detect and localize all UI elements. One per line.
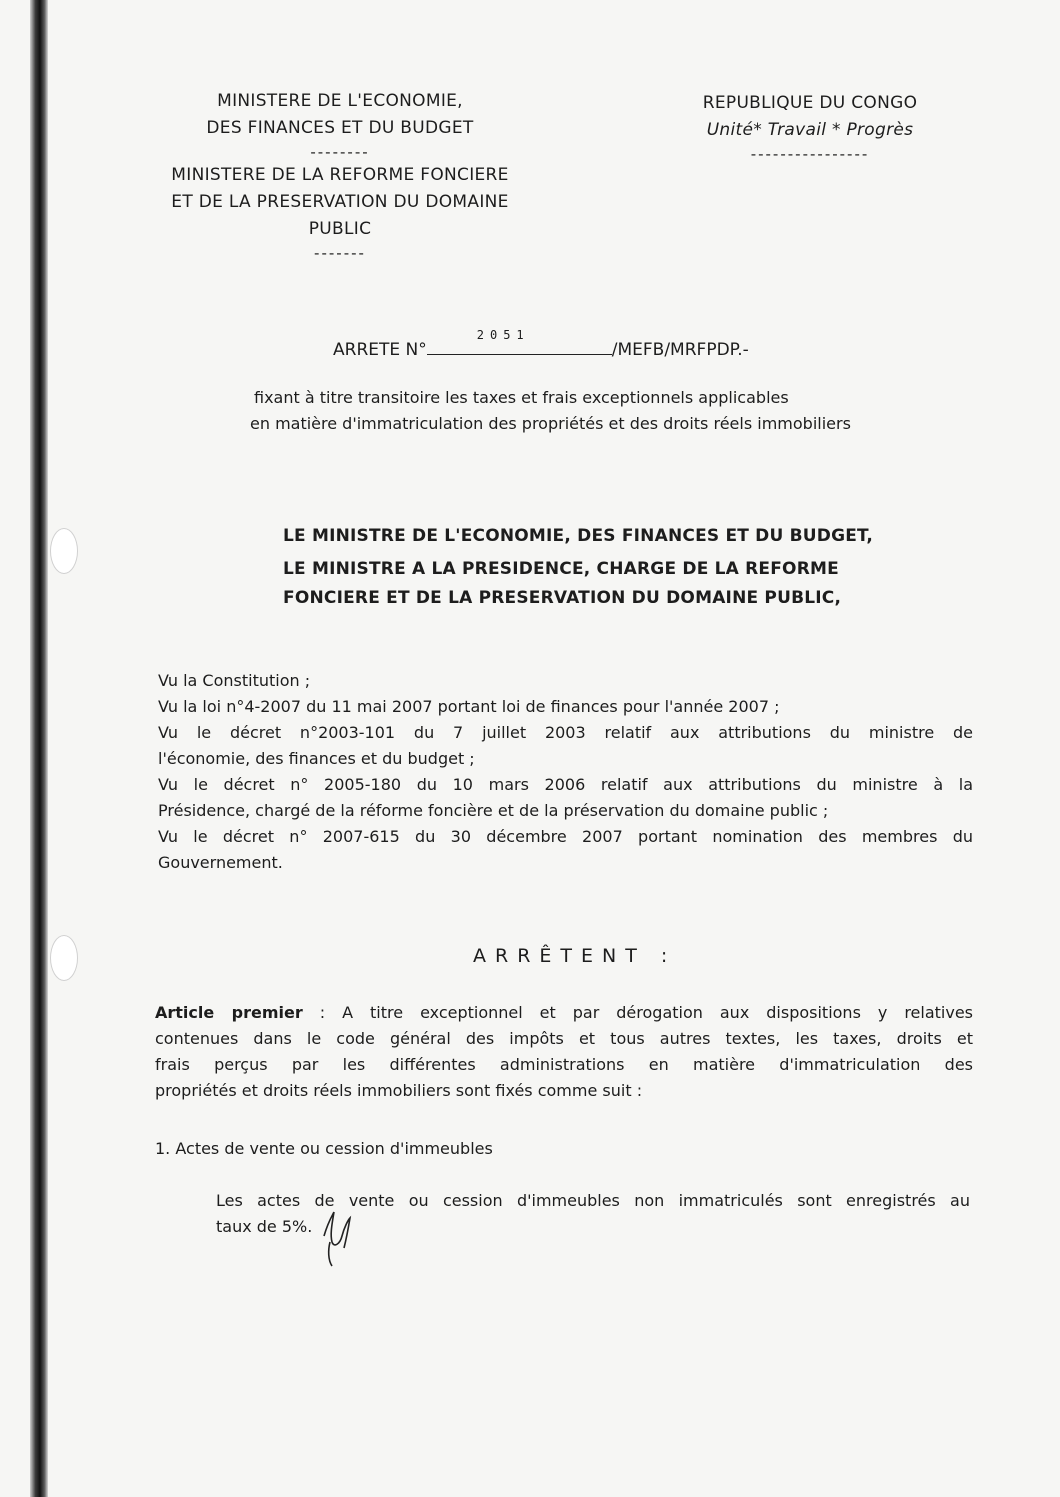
article-premier [155, 1000, 973, 1104]
punch-hole [50, 935, 78, 981]
section-title: 1. Actes de vente ou cession d'immeubles [155, 1139, 493, 1158]
article-line: frais perçus par les différentes administrations en matière d'immatriculation des [155, 1055, 973, 1074]
republic-name: REPUBLIQUE DU CONGO [702, 93, 918, 113]
minister-line: FONCIERE ET DE LA PRESERVATION DU DOMAINE PUBLIC, [283, 588, 842, 608]
header-separator: -------- [310, 143, 370, 161]
considerations [158, 668, 973, 876]
vu-line: Vu la Constitution ; [158, 671, 311, 690]
ministers-block [283, 522, 873, 613]
vu-line: Présidence, chargé de la réforme foncière et de la préservation du domaine public ; [158, 801, 829, 820]
decree-subject [250, 385, 851, 437]
handwritten-initials [318, 1208, 358, 1270]
article-label: Article premier [155, 1003, 303, 1022]
decree-number-field [427, 328, 612, 355]
vu-line: Vu le décret n°2003-101 du 7 juillet 2003 relatif aux attributions du ministre de [158, 723, 973, 742]
article-line: propriétés et droits réels immobiliers sont fixés comme suit : [155, 1081, 643, 1100]
header-separator: ---------------- [750, 145, 870, 163]
ministry-land-line3: PUBLIC [308, 219, 372, 239]
section-line-text: taux de 5%. [216, 1217, 313, 1236]
article-line: contenues dans le code général des impôts et tous autres textes, les taxes, droits et [155, 1029, 973, 1048]
header-left [120, 88, 560, 263]
decree-prefix: ARRETE N° [333, 340, 427, 360]
vu-line: Vu le décret n° 2007-615 du 30 décembre 2007 portant nomination des membres du [158, 827, 973, 846]
arretent-heading: ARRÊTENT : [473, 945, 677, 967]
ministry-land-line2: ET DE LA PRESERVATION DU DOMAINE [171, 192, 509, 212]
decree-suffix: /MEFB/MRFPDP.- [611, 340, 749, 360]
ministry-economy-line1: MINISTERE DE L'ECONOMIE, [217, 91, 463, 111]
decree-subject-line: fixant à titre transitoire les taxes et frais exceptionnels applicables [254, 388, 789, 407]
minister-line: LE MINISTRE A LA PRESIDENCE, CHARGE DE LA REFORME [283, 559, 839, 579]
vu-line: l'économie, des finances et du budget ; [158, 749, 475, 768]
vu-line: Vu la loi n°4-2007 du 11 mai 2007 portant loi de finances pour l'année 2007 ; [158, 697, 780, 716]
vu-line: Vu le décret n° 2005-180 du 10 mars 2006 relatif aux attributions du ministre à la [158, 775, 973, 794]
ministry-economy-line2: DES FINANCES ET DU BUDGET [206, 118, 474, 138]
republic-motto: Unité* Travail * Progrès [706, 120, 914, 140]
decree-number-line [333, 328, 749, 360]
decree-number: 2051 [476, 328, 530, 342]
punch-hole [50, 528, 78, 574]
header-right [660, 90, 960, 164]
ministry-land-line1: MINISTERE DE LA REFORME FONCIERE [171, 165, 509, 185]
section-line: Les actes de vente ou cession d'immeubles non immatriculés sont enregistrés au [216, 1191, 970, 1210]
vu-line: Gouvernement. [158, 853, 283, 872]
scan-binding-edge [30, 0, 48, 1497]
decree-subject-line: en matière d'immatriculation des propriétés et des droits réels immobiliers [250, 414, 851, 433]
article-line [155, 1000, 973, 1026]
header-separator: ------- [314, 244, 366, 262]
article-text: : A titre exceptionnel et par dérogation aux dispositions y relatives [302, 1003, 974, 1022]
minister-line: LE MINISTRE DE L'ECONOMIE, DES FINANCES ET DU BUDGET, [283, 526, 874, 546]
